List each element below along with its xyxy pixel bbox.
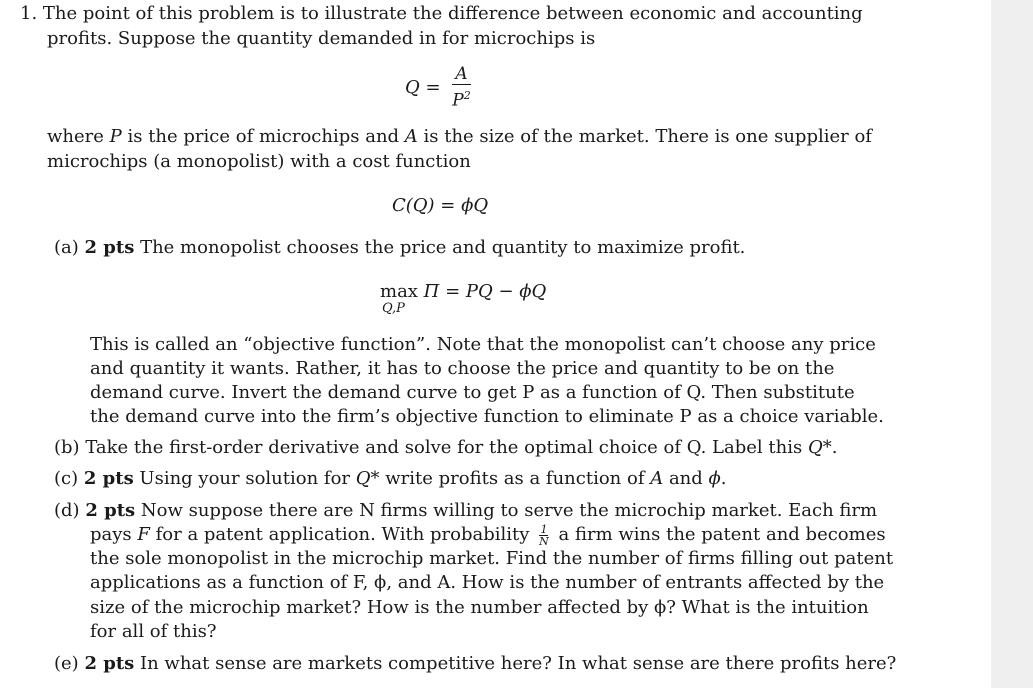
part-d-line-5: size of the microchip market? How is the number affected by ϕ? What is the intuition	[90, 597, 869, 618]
intro-line-1: 1. The point of this problem is to illustrate the difference between economic and accounting	[20, 3, 863, 24]
part-d-line-3: the sole monopolist in the microchip market. Find the number of firms filling out patent	[90, 548, 894, 569]
part-d: (d) 2 pts Now suppose there are N firms willing to serve the microchip market. Each firm	[54, 500, 878, 521]
part-e-label: (e)	[54, 653, 79, 674]
side-margin	[991, 0, 1033, 688]
part-a-para-line-1: This is called an “objective function”. Note that the monopolist can’t choose any price	[90, 334, 876, 355]
part-a-para-line-4: the demand curve into the firm’s objective function to eliminate P as a choice variable.	[90, 406, 884, 427]
part-c-label: (c)	[54, 468, 79, 489]
part-a-para-line-3: demand curve. Invert the demand curve to get P as a function of Q. Then substitute	[90, 382, 855, 403]
part-d-line-2: pays F for a patent application. With probability $\frac{1}{N}$ a firm wins the patent and becomes	[90, 522, 886, 548]
demand-fraction: $\frac{A}{P^2}$	[452, 64, 471, 111]
part-a-label: (a)	[54, 237, 79, 258]
part-c: (c) 2 pts Using your solution for Q* write profits as a function of A and ϕ.	[54, 468, 727, 489]
part-d-line-6: for all of this?	[90, 621, 217, 642]
part-e-points: 2 pts	[84, 653, 135, 674]
part-b: (b) Take the first-order derivative and solve for the optimal choice of Q. Label this Q*.	[54, 437, 838, 458]
part-d-label: (d)	[54, 500, 80, 521]
objective-equation: max Q,P Π = PQ − ϕQ	[380, 281, 547, 316]
part-d-line-4: applications as a function of F, ϕ, and A. How is the number of entrants affected by the	[90, 572, 885, 593]
probability-fraction: $\frac{1}{N}$	[539, 522, 549, 548]
where-line-2: microchips (a monopolist) with a cost function	[47, 151, 471, 172]
intro-line-2: profits. Suppose the quantity demanded in for microchips is	[47, 28, 596, 49]
demand-equation: Q = $\frac{A}{P^2}$	[405, 64, 471, 111]
cost-equation: C(Q) = ϕQ	[392, 195, 489, 216]
part-a-para-line-2: and quantity it wants. Rather, it has to choose the price and quantity to be on the	[90, 358, 835, 379]
problem-number: 1.	[20, 3, 38, 24]
part-c-points: 2 pts	[83, 468, 134, 489]
part-d-points: 2 pts	[85, 500, 136, 521]
part-a-points: 2 pts	[84, 237, 135, 258]
part-a: (a) 2 pts The monopolist chooses the price and quantity to maximize profit.	[54, 237, 746, 258]
part-e: (e) 2 pts In what sense are markets competitive here? In what sense are there profits here?	[54, 653, 897, 674]
where-line-1: where P is the price of microchips and A is the size of the market. There is one supplier of	[47, 126, 872, 147]
part-b-label: (b)	[54, 437, 80, 458]
